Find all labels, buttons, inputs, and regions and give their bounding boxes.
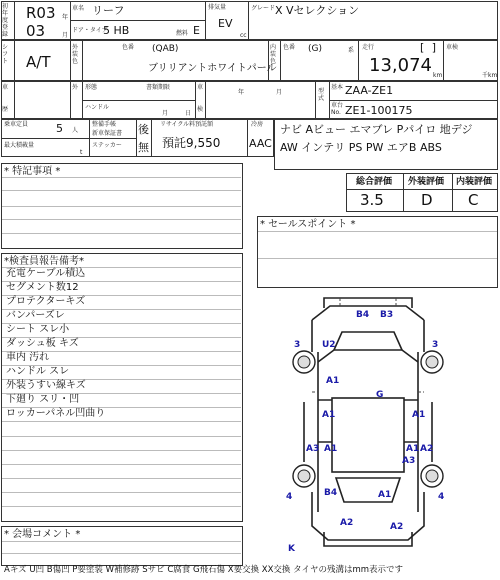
door-type: 5 HB <box>103 24 130 37</box>
damage-label: B4 <box>324 488 338 498</box>
sticker-value: 無 <box>138 141 149 154</box>
color-number-label: 色番 <box>122 44 135 51</box>
interior-color-label: 内装色 <box>270 44 277 65</box>
cc-unit: cc <box>240 32 247 39</box>
exterior-rating: D <box>421 191 433 209</box>
maintenance-label: 整備手帳 <box>92 121 117 128</box>
mileage: 13,074 <box>369 55 432 76</box>
equipment-line-2: AW インテリ PS PW エアB ABS <box>280 141 442 154</box>
interior-unit: 系 <box>348 47 355 54</box>
maintenance-value: 後 <box>138 123 149 136</box>
damage-label: 3 <box>294 340 301 350</box>
recycle-fee: 預託9,550 <box>162 136 221 150</box>
mileage-label: 走行 <box>362 44 375 51</box>
new-car-warranty-label: 新車保証書 <box>92 130 123 137</box>
capacity-unit: 人 <box>72 127 79 134</box>
handle-label: ハンドル <box>85 104 110 111</box>
damage-label: A3 <box>306 444 320 454</box>
venue-comment-title: * 会場コメント * <box>4 529 81 540</box>
exterior-color-label: 外装色 <box>72 44 79 65</box>
inspector-item: シート スレ小 <box>6 324 70 335</box>
inspector-item: セグメント数12 <box>6 282 79 293</box>
inspector-item: 車内 汚れ <box>6 352 50 363</box>
grade-label: グレード <box>251 5 276 12</box>
interior-rating-label: 内装評価 <box>456 177 493 187</box>
damage-label: B3 <box>380 310 394 320</box>
displacement-label: 排気量 <box>208 4 227 11</box>
outside-label: 外 <box>72 84 79 91</box>
inspector-item: プロテクターキズ <box>6 296 86 307</box>
document-deadline-label: 書類期限 <box>146 84 171 91</box>
inspector-item: 外装うすい線キズ <box>6 380 86 391</box>
doc-month-unit: 月 <box>276 89 283 96</box>
damage-label: 4 <box>438 492 445 502</box>
capacity: 5 <box>56 122 63 135</box>
legend: Aキズ U凹 B傷凹 P要塗装 W補修跡 Sサビ C腐食 G飛石傷 X要交換 XX交換 タイヤの残溝はmm表示です <box>4 565 404 575</box>
special-notes-title: * 特記事項 * <box>4 166 61 177</box>
exterior-rating-label: 外装評価 <box>408 177 445 187</box>
year-unit: 年 <box>62 14 69 21</box>
thousand-km-unit: 千km <box>482 72 498 79</box>
interior-code: (G) <box>308 44 322 54</box>
aircon: AAC <box>249 137 272 150</box>
car-label-2: 車 <box>197 84 204 91</box>
inspection-bracket: [ ] <box>420 41 439 54</box>
body-number: ZE1-100175 <box>345 104 413 117</box>
damage-label: K <box>288 544 295 554</box>
damage-label: A1 <box>326 376 340 386</box>
capacity-label: 乗車定員 <box>4 121 29 128</box>
year-label: 初年度登録 <box>2 3 9 38</box>
displacement: EV <box>218 17 233 30</box>
door-type-label: ドア・タイプ <box>72 27 108 34</box>
damage-label: A1 <box>322 410 336 420</box>
mileage-unit: km <box>433 72 443 79</box>
inspector-item: ハンドル スレ <box>6 366 70 377</box>
inspector-item: 充電ケーブル積込 <box>6 268 86 279</box>
equipment-line-1: ナビ Aビュー エマブレ Pパイロ 地デジ <box>280 123 473 136</box>
car-label: 車 <box>2 84 9 91</box>
damage-label: A1 <box>378 490 392 500</box>
inspect-label-2: 検 <box>197 106 204 113</box>
color-name: ブリリアントホワイトパール <box>148 63 277 74</box>
damage-label: 3 <box>432 340 439 350</box>
fuel-label: 燃料 <box>176 30 189 37</box>
doc-day-unit: 日 <box>185 110 192 117</box>
inspection-label: 車検 <box>446 44 459 51</box>
body-number-label: 車台No. <box>331 102 344 116</box>
interior-rating: C <box>468 191 479 209</box>
damage-label: U2 <box>322 340 336 350</box>
sticker-label: ステッカー <box>92 142 122 149</box>
car-diagram-svg <box>282 292 454 558</box>
model-code: ZAA-ZE1 <box>345 84 394 97</box>
inspector-item: 下廻り スリ・凹 <box>6 394 80 405</box>
damage-label: A2 <box>340 518 354 528</box>
total-rating-label: 総合評価 <box>356 177 393 187</box>
sales-point-title: * セールスポイント * <box>260 219 356 230</box>
month-unit: 月 <box>62 32 69 39</box>
aircon-label: 冷房 <box>251 121 264 128</box>
damage-label: A1 <box>412 410 426 420</box>
color-code: (QAB) <box>152 44 179 54</box>
inspector-report-title: *検査員報告備考* <box>4 256 84 267</box>
recycle-fee-label: リサイクル料預託額 <box>160 121 214 128</box>
max-load-unit: t <box>80 149 83 156</box>
registration-month: 03 <box>26 22 46 40</box>
registration-year: R03 <box>26 4 56 22</box>
doc-year-unit: 年 <box>238 89 245 96</box>
damage-label: A2 <box>420 444 434 454</box>
model-label: 型式 <box>318 88 325 102</box>
inspector-item: ダッシュ板 キズ <box>6 338 79 349</box>
damage-label: G <box>376 390 384 400</box>
car-name-label: 車名 <box>72 5 85 12</box>
grade: X Vセレクション <box>275 4 360 17</box>
damage-label: 4 <box>286 492 293 502</box>
interior-code-label: 色番 <box>283 44 296 51</box>
history-label: 歴 <box>2 106 9 113</box>
damage-label: A1 <box>406 444 420 454</box>
damage-label: A3 <box>402 456 416 466</box>
total-rating: 3.5 <box>360 191 384 209</box>
damage-label: A2 <box>390 522 404 532</box>
shift: A/T <box>26 53 51 71</box>
shift-label: シフト <box>2 44 9 65</box>
base-label: 基本 <box>331 84 344 91</box>
max-load-label: 最大積載量 <box>4 142 35 149</box>
damage-label: B4 <box>356 310 370 320</box>
fuel: E <box>193 24 200 37</box>
doc-month-unit2: 月 <box>162 110 169 117</box>
shape-label: 形態 <box>85 84 98 91</box>
damage-diagram <box>282 292 454 558</box>
inspector-item: ロッカーパネル凹曲り <box>6 408 106 419</box>
inspector-item: バンパーズレ <box>6 310 65 321</box>
damage-label: A1 <box>324 444 338 454</box>
car-name: リーフ <box>92 4 125 17</box>
